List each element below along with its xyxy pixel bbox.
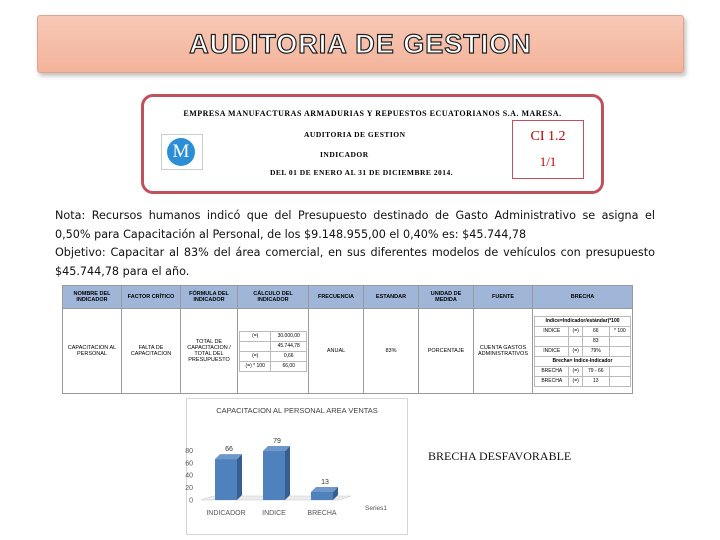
brecha-op: (=) (569, 366, 582, 376)
header-subtitle: AUDITORIA DE GESTION (304, 130, 406, 139)
calc-value: 45.744,78 (271, 341, 307, 351)
y-tick-label: 0 (189, 497, 193, 505)
series-label: Series1 (365, 505, 388, 512)
y-tick-label: 80 (185, 447, 193, 455)
brecha-mult: * 100 (609, 326, 630, 336)
calc-op: (=) (240, 331, 271, 341)
brecha-value: 66 (582, 326, 609, 336)
company-name: EMPRESA MANUFACTURAS ARMADURIAS Y REPUESTOS ECUATORIANOS S.A. MARESA. (183, 109, 562, 118)
calc-value: 30.000,00 (271, 331, 307, 341)
bar-side (285, 446, 290, 500)
company-logo (161, 134, 203, 170)
brecha-op: (=) (569, 376, 582, 386)
cell-calculo (238, 309, 309, 394)
brecha-subtable (534, 316, 631, 387)
bar (311, 492, 333, 500)
objective-line: Objetivo: Capacitar al 83% del área comercial, en sus diferentes modelos de vehículos con presupuesto $45.744,78 para el año. (55, 246, 655, 278)
page-number: 1/1 (539, 154, 557, 169)
table-row (63, 309, 633, 394)
calc-op: (=) * 100 (240, 361, 271, 371)
cell-factor: FALTA DE CAPACITACION (122, 309, 181, 394)
calc-value: 0,66 (271, 351, 307, 361)
brecha-value: 83 (582, 336, 609, 346)
header-cell: FACTOR CRÍTICO (122, 286, 181, 309)
bar-chart (186, 398, 408, 535)
chart-plot (187, 399, 407, 534)
data-label: 13 (321, 478, 329, 486)
brecha-value: 79 - 66 (582, 366, 609, 376)
bar (263, 451, 285, 500)
brecha-formula: Indice=Indicador/estándar)*100 (535, 316, 631, 326)
y-tick-label: 40 (185, 472, 193, 480)
brecha-value: 13 (582, 376, 609, 386)
calc-op (240, 341, 271, 351)
brecha-value: 79% (582, 346, 609, 356)
code-box (512, 120, 584, 179)
table-header-row (63, 286, 633, 309)
logo-icon: M (167, 138, 195, 166)
header-cell: FÓRMULA DEL INDICADOR (181, 286, 238, 309)
document-code: CI 1.2 (530, 129, 566, 144)
brecha-op: (=) (569, 346, 582, 356)
header-cell: UNIDAD DE MEDIDA (419, 286, 474, 309)
cell-fuente: CUENTA GASTOS ADMINISTRATIVOS (474, 309, 533, 394)
calc-value: 66,00 (271, 361, 307, 371)
header-cell: ESTANDAR (364, 286, 419, 309)
calc-op: (=) (240, 351, 271, 361)
cell-nombre: CAPACITACION AL PERSONAL (63, 309, 122, 394)
cell-frecuencia: ANUAL (309, 309, 364, 394)
bar (215, 459, 237, 500)
page-title: AUDITORIA DE GESTION (189, 29, 532, 59)
brecha-op: (=) (569, 326, 582, 336)
brecha-label: BRECHA (535, 366, 569, 376)
data-label: 66 (225, 446, 233, 454)
brecha-formula: Brecha= Indice-Indicador (535, 356, 631, 366)
header-cell: FRECUENCIA (309, 286, 364, 309)
cell-unidad: PORCENTAJE (419, 309, 474, 394)
note-line: Nota: Recursos humanos indicó que del Presupuesto destinado de Gasto Administrativo se asigna el 0,50% para Capacitación al Personal, de los $9.148.955,00 el 0,40% es: $45.744,78 (55, 209, 655, 241)
report-header (141, 94, 604, 194)
header-cell: CÁLCULO DEL INDICADOR (238, 286, 309, 309)
y-tick-label: 20 (185, 485, 193, 493)
data-label: 79 (273, 438, 281, 446)
indicator-table (62, 285, 633, 394)
note-text (55, 207, 655, 281)
title-banner (37, 15, 684, 73)
cell-formula: TOTAL DE CAPACITACION / TOTAL DEL PRESUPUESTO (181, 309, 238, 394)
header-cell: FUENTE (474, 286, 533, 309)
x-tick-label: INDICE (262, 510, 286, 517)
cell-estandar: 83% (364, 309, 419, 394)
x-tick-label: INDICADOR (206, 510, 246, 517)
header-period: DEL 01 DE ENERO AL 31 DE DICIEMBRE 2014. (270, 168, 454, 177)
y-tick-label: 60 (185, 460, 193, 468)
bar-side (237, 454, 242, 500)
brecha-label: BRECHA (535, 376, 569, 386)
cell-brecha (533, 309, 633, 394)
brecha-label: INDICE (535, 346, 569, 356)
x-tick-label: BRECHA (307, 510, 337, 517)
chart-title: CAPACITACION AL PERSONAL AREA VENTAS (216, 406, 378, 415)
header-cell: BRECHA (533, 286, 633, 309)
header-indicator-label: INDICADOR (320, 150, 369, 159)
calculo-subtable (239, 331, 307, 372)
result-label: BRECHA DESFAVORABLE (428, 449, 572, 463)
header-cell: NOMBRE DEL INDICADOR (63, 286, 122, 309)
brecha-label: INDICE (535, 326, 569, 336)
